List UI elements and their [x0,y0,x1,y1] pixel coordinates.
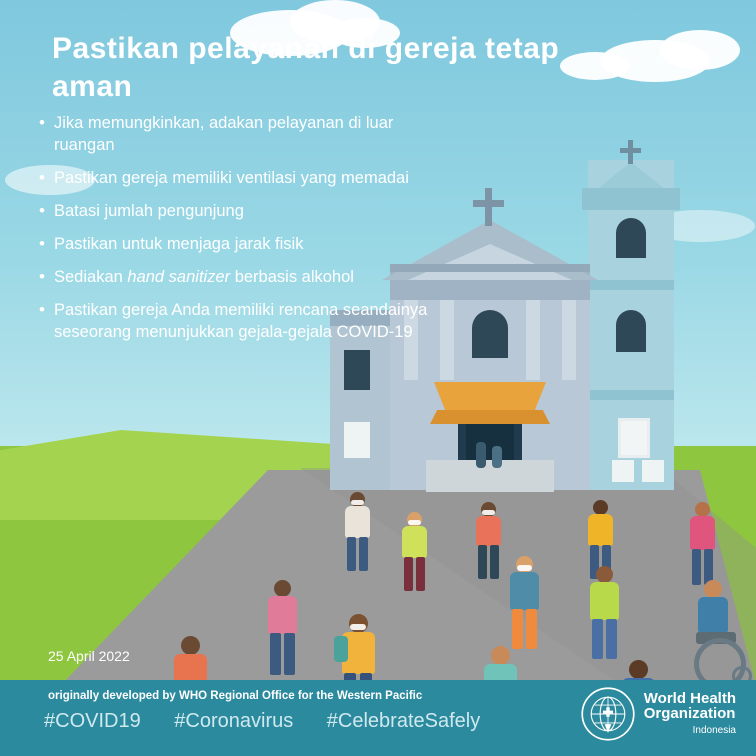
bullet-marker: • [39,300,45,319]
hashtag: #Coronavirus [174,710,294,732]
church-awning-trim [430,410,550,424]
who-country: Indonesia [692,724,736,736]
church-window [344,422,370,458]
bullet-marker: • [39,267,45,286]
hashtag: #CelebrateSafely [326,710,481,732]
list-item-text: Sediakan hand sanitizer berbasis alkohol [54,268,354,286]
church-tower-window [618,418,650,458]
cross-icon [620,148,641,153]
church-steps [426,460,554,492]
list-item [30,299,450,343]
church-window [344,350,370,390]
list-item [30,112,450,156]
person [476,442,486,468]
hashtag-row [44,710,508,733]
person [492,446,502,468]
church-tower-band [588,280,674,290]
who-line2: Organization [643,704,736,722]
who-line1: World Health [643,689,736,707]
church-tower-window [616,310,646,352]
church-column [526,300,540,380]
church-column [562,300,576,380]
date-label: 25 April 2022 [48,648,130,664]
list-item [30,233,450,255]
who-wordmark [644,691,736,738]
bullet-marker: • [39,234,45,253]
page-title: Pastikan pelayanan di gereja tetap aman [52,32,560,103]
list-item-text: Pastikan gereja memiliki ventilasi yang memadai [54,169,409,187]
church-window [642,460,664,482]
cloud-icon [660,30,740,70]
bullet-marker: • [39,201,45,220]
who-emblem-icon [580,686,636,742]
cross-icon [473,200,504,207]
church-tower-band [588,390,674,400]
list-item-text: Jika memungkinkan, adakan pelayanan di luar ruangan [54,114,394,154]
list-item [30,167,450,189]
list-item-text: Pastikan gereja Anda memiliki rencana seandainya seseorang menunjukkan gejala-gejala COVID-19 [54,301,428,341]
list-item [30,200,450,222]
who-logo-block [580,686,736,742]
hashtag: #COVID19 [44,710,141,732]
list-item [30,266,450,288]
cross-icon [485,188,492,226]
church-window [612,460,634,482]
church-tower-cornice [582,188,680,210]
footer-credit: originally developed by WHO Regional Office for the Western Pacific [48,690,423,702]
bullet-marker: • [39,113,45,132]
church-facade-window [472,310,508,358]
list-item-text: Pastikan untuk menjaga jarak fisik [54,235,304,253]
bullet-list [30,112,450,354]
church-tower-window [616,218,646,258]
bullet-marker: • [39,168,45,187]
list-item-text: Batasi jumlah pengunjung [54,202,244,220]
